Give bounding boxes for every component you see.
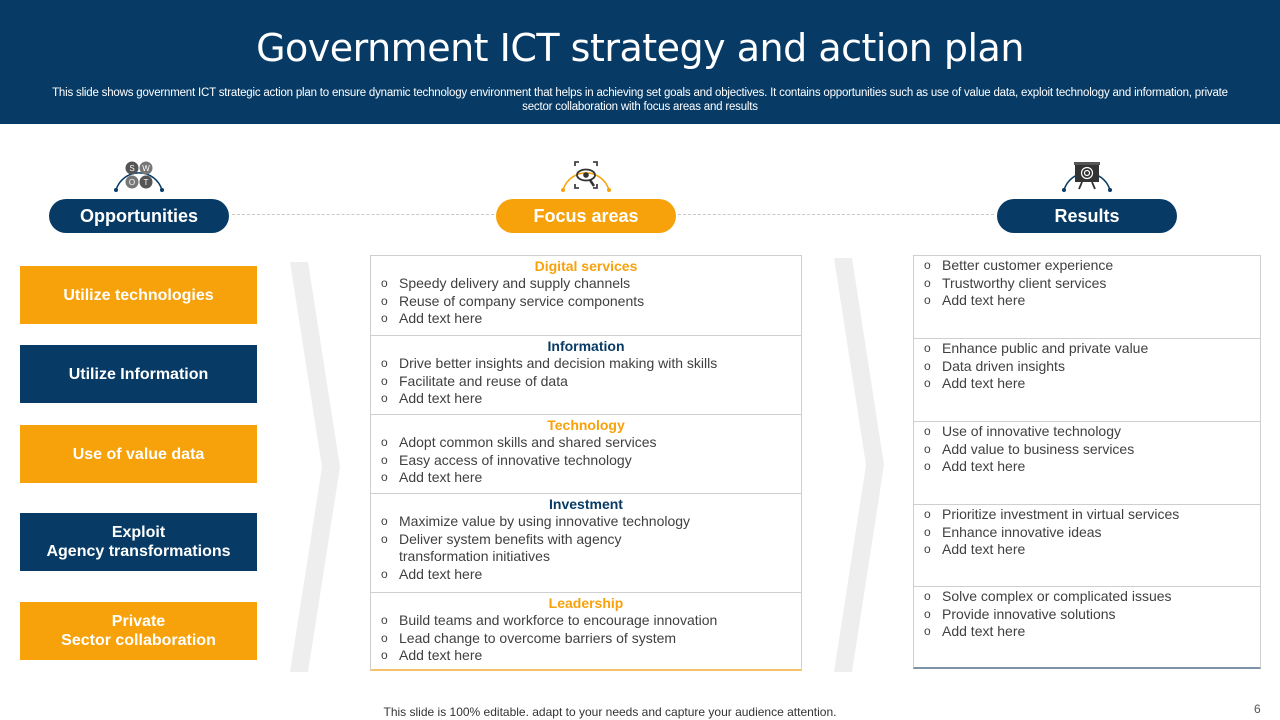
focus-area-title: Information xyxy=(547,338,625,354)
slide-title: Government ICT strategy and action plan xyxy=(256,26,1024,70)
focus-area-title: Technology xyxy=(547,417,625,433)
opportunities-heading: Opportunities xyxy=(49,199,229,233)
list-item: o Add text here xyxy=(399,647,801,665)
list-item: o Add text here xyxy=(942,541,1260,559)
list-item: o Enhance public and private value xyxy=(942,340,1260,358)
list-item: o Build teams and workforce to encourage innovation xyxy=(399,612,801,630)
focus-areas-heading: Focus areas xyxy=(496,199,676,233)
slide-subtitle: This slide shows government ICT strategic action plan to ensure dynamic technology environment that helps in achieving set goals and objectives. It contains opportunities such as use of value data, exploit technology and information, private sector collaboration with focus areas and results xyxy=(52,87,1228,113)
list-item: o Speedy delivery and supply channels xyxy=(399,275,801,293)
presentation-board-icon xyxy=(1054,150,1120,200)
list-item: o Trustworthy client services xyxy=(942,275,1260,293)
result-section xyxy=(914,587,1260,668)
opportunity-box: Private Sector collaboration xyxy=(20,602,257,660)
result-section xyxy=(914,422,1260,505)
opportunity-box: Utilize Information xyxy=(20,345,257,403)
search-eye-icon xyxy=(553,150,619,200)
svg-text:O: O xyxy=(128,178,136,187)
footer-note: This slide is 100% editable. adapt to your needs and capture your audience attention. xyxy=(383,705,837,719)
focus-area-section xyxy=(371,494,801,593)
list-item: o Add text here xyxy=(942,292,1260,310)
list-item: o Use of innovative technology xyxy=(942,423,1260,441)
focus-area-title: Leadership xyxy=(548,595,624,611)
svg-text:S: S xyxy=(129,164,135,173)
list-item: o Solve complex or complicated issues xyxy=(942,588,1260,606)
list-item: o Enhance innovative ideas xyxy=(942,524,1260,542)
results-table xyxy=(913,255,1261,669)
list-item: o Maximize value by using innovative technology xyxy=(399,513,801,531)
list-item: o Add text here xyxy=(399,566,801,584)
focus-area-section xyxy=(371,593,801,670)
list-item: o Lead change to overcome barriers of system xyxy=(399,630,801,648)
svg-text:T: T xyxy=(143,178,149,187)
result-section xyxy=(914,505,1260,587)
slide-header xyxy=(0,0,1280,124)
list-item: o Add text here xyxy=(942,623,1260,641)
list-item: o Add text here xyxy=(942,458,1260,476)
list-item: o Reuse of company service components xyxy=(399,293,801,311)
focus-areas-table xyxy=(370,255,802,671)
list-item: o Deliver system benefits with agency transformation initiatives xyxy=(399,531,801,566)
connector-line xyxy=(232,214,494,215)
focus-area-title: Digital services xyxy=(534,258,638,274)
list-item: o Add text here xyxy=(942,375,1260,393)
list-item: o Add text here xyxy=(399,390,801,408)
svg-text:W: W xyxy=(142,164,150,173)
result-section xyxy=(914,339,1260,422)
connector-line xyxy=(678,214,994,215)
list-item: o Drive better insights and decision making with skills xyxy=(399,355,801,373)
focus-area-section xyxy=(371,415,801,494)
list-item: o Adopt common skills and shared services xyxy=(399,434,801,452)
list-item: o Prioritize investment in virtual services xyxy=(942,506,1260,524)
results-heading: Results xyxy=(997,199,1177,233)
page-number: 6 xyxy=(1254,702,1261,716)
opportunity-box: Use of value data xyxy=(20,425,257,483)
focus-area-title: Investment xyxy=(549,496,623,512)
opportunity-box: Exploit Agency transformations xyxy=(20,513,257,571)
list-item: o Add text here xyxy=(399,310,801,328)
focus-area-section xyxy=(371,256,801,336)
result-section xyxy=(914,256,1260,339)
list-item: o Provide innovative solutions xyxy=(942,606,1260,624)
chevron-right-icon xyxy=(832,258,886,672)
list-item: o Facilitate and reuse of data xyxy=(399,373,801,391)
list-item: o Add text here xyxy=(399,469,801,487)
list-item: o Data driven insights xyxy=(942,358,1260,376)
opportunity-box: Utilize technologies xyxy=(20,266,257,324)
focus-area-section xyxy=(371,336,801,415)
swot-icon xyxy=(106,150,172,200)
list-item: o Easy access of innovative technology xyxy=(399,452,801,470)
list-item: o Add value to business services xyxy=(942,441,1260,459)
list-item: o Better customer experience xyxy=(942,257,1260,275)
chevron-right-icon xyxy=(288,262,342,672)
